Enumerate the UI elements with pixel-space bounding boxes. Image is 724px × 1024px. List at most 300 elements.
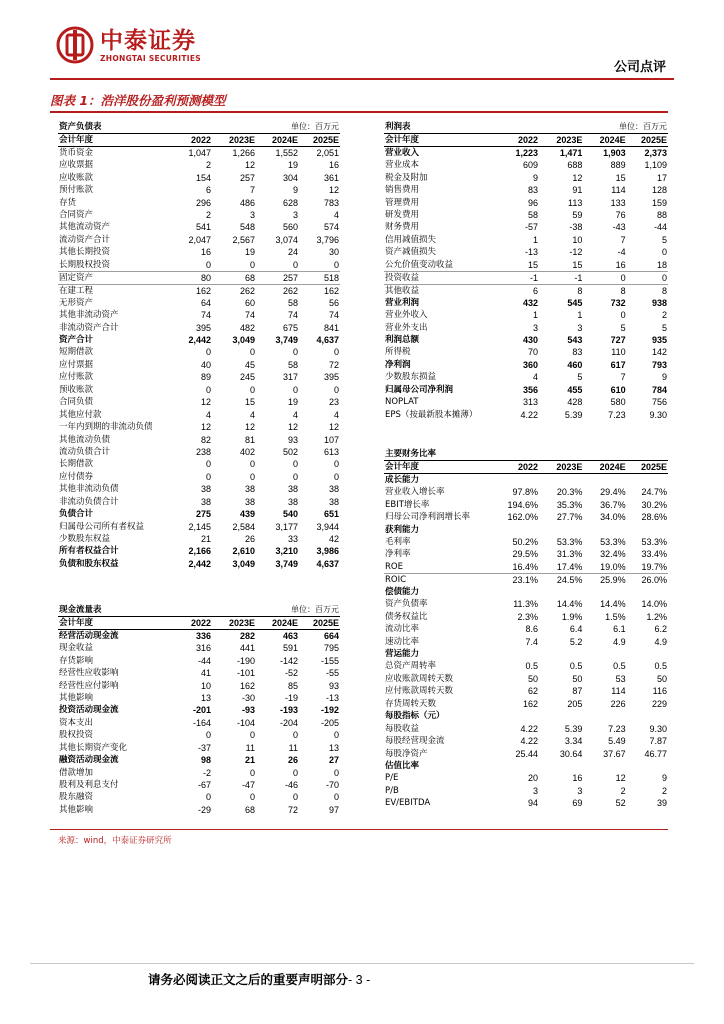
table-title: 主要财务比率 [384,448,668,461]
row-label: 非流动资产合计 [59,322,119,333]
cell-value: 70 [528,347,539,358]
cell-value: 20.3% [556,487,583,498]
cell-value: 50.2% [512,536,539,547]
cell-value: 12 [615,773,626,784]
cell-value: 543 [567,335,583,346]
table-row [384,159,668,171]
row-label: 总资产周转率 [385,661,437,672]
table-row [384,359,668,371]
table-row [58,246,340,258]
cell-value: 7 [620,234,626,245]
cell-value: 0 [206,730,212,741]
cell-value: 0 [293,384,299,395]
cell-value: 36.7% [600,499,626,510]
cell-value: -44 [198,655,212,666]
cell-value: 85 [288,680,299,691]
row-label: 预收账款 [59,384,94,395]
row-label: 预付账款 [59,185,94,196]
table-row [58,196,340,208]
cell-value: 441 [239,643,256,654]
row-label: 应付账款周转天数 [385,686,454,697]
cell-value: 97.8% [512,487,539,498]
table-row [384,334,668,346]
cell-value: 25.9% [583,573,626,586]
cell-value: 16.4% [512,561,539,572]
cell-value: 37.67 [603,748,626,759]
cell-value [627,474,668,487]
cell-value [627,760,668,772]
cell-value: 50 [528,673,539,684]
table-unit: 单位：百万元 [539,121,668,134]
table-row [58,729,340,741]
cell-value: 439 [239,509,256,520]
cell-value: 8 [627,284,668,297]
row-label: 每股经营现金流 [385,736,445,747]
cell-value: 0 [334,471,340,482]
cell-value [539,710,583,722]
cell-value: 2,145 [188,521,212,532]
cell-value: 133 [610,197,626,208]
cell-value: 88 [656,209,667,220]
table-row [58,545,340,557]
cell-value: 4 [206,409,212,420]
table-row [58,234,340,246]
row-label: 负债合计 [59,509,94,520]
row-label: 流动资产合计 [59,234,111,245]
row-label: ROE [385,561,403,572]
cell-value: 1,109 [644,160,667,171]
cell-value: 1,223 [515,148,539,158]
column-header: 2025E [299,617,340,630]
cell-value: 0.5 [525,661,539,672]
row-label: 资产减值损失 [385,247,437,258]
cell-value: 56 [329,297,340,308]
cell-value: 12 [201,397,212,408]
cell-value: 33 [288,534,299,545]
cell-value: 313 [523,397,539,408]
cell-value: -37 [198,742,212,753]
table-row [58,159,340,171]
cell-value: 0 [627,271,668,284]
cell-value [539,760,583,772]
column-header: 2022 [497,461,539,474]
row-label: 存货 [59,197,77,208]
cell-value: 35.3% [556,499,583,510]
cell-value: 0 [620,310,626,321]
cell-value: 94 [528,798,539,809]
cell-value: 2 [206,209,212,220]
cell-value: 26.0% [627,573,668,586]
table-row [58,533,340,545]
zhongtai-logo-icon [56,26,94,64]
cell-value [583,760,626,772]
cell-value: 3,944 [316,521,340,532]
table-row [384,673,668,685]
table-row [58,742,340,754]
cell-value: -19 [285,692,299,703]
row-label: 投资收益 [384,271,497,284]
table-row [384,346,668,358]
table-row [58,408,340,420]
cell-value [627,648,668,660]
cell-value: 60 [245,297,256,308]
row-label: 税金及附加 [385,172,428,183]
table-row [384,548,668,560]
cell-value: 841 [324,322,340,333]
cell-value: 0 [334,730,340,741]
cell-value: 107 [324,434,340,445]
row-label: 速动比率 [385,636,420,647]
cell-value: 162 [523,698,539,709]
cell-value: 12 [201,422,212,433]
cell-value: 4.9 [613,636,626,647]
row-label: 信用减值损失 [385,234,437,245]
cell-value: 72 [288,804,299,815]
table-row [58,209,340,221]
cell-value: 3,749 [275,558,299,569]
cell-value: 316 [195,643,212,654]
row-label: 经营性应收影响 [59,668,119,679]
cell-value: 42 [329,534,340,545]
cell-value: 226 [610,698,626,709]
cell-value: 889 [610,160,626,171]
cell-value: 5.49 [608,736,626,747]
cell-value: 87 [572,686,583,697]
cell-value: 4,637 [316,558,340,569]
row-label: EV/EBITDA [385,798,431,809]
table-row [58,642,340,654]
row-label: 其他非流动资产 [59,310,119,321]
table-row [384,698,668,710]
row-label: 每股收益 [385,723,420,734]
cell-value: 7 [620,372,626,383]
cell-value: 9 [661,372,667,383]
table-row [384,486,668,498]
cell-value: 0 [661,247,667,258]
cell-value: 3 [533,785,539,796]
cell-value: 72 [329,359,340,370]
row-label: 营业收入 [385,148,420,158]
cell-value: 304 [282,172,299,183]
cell-value: 3 [533,322,539,333]
cell-value: 8 [539,284,583,297]
table-row [58,384,340,396]
cell-value: 142 [651,347,667,358]
cell-value: 784 [651,384,667,395]
table-row [384,635,668,647]
cell-value: 58 [288,359,299,370]
cell-value: 795 [324,643,340,654]
cell-value: -93 [242,705,256,716]
cell-value: 0 [293,459,299,470]
table-row [58,654,340,666]
row-label: 净利率 [385,549,411,560]
cell-value: 361 [324,172,340,183]
cell-value: 5 [661,322,667,333]
row-label: 应付账款 [59,372,94,383]
row-label: 营运能力 [385,649,420,660]
cell-value: -47 [242,780,256,791]
cell-value: 0 [334,259,340,270]
cell-value: 74 [201,310,212,321]
cell-value: 15 [528,259,539,270]
table-row [384,147,668,160]
table-row [58,558,340,570]
cell-value: 74 [288,310,299,321]
cell-value: 0 [206,259,212,270]
cell-value: 23 [329,397,340,408]
cell-value: 0 [250,347,256,358]
cell-value: -52 [285,668,299,679]
row-label: 合同负债 [59,397,94,408]
table-row [384,474,668,487]
table-row [58,221,340,233]
cell-value: -190 [237,655,256,666]
cell-value: 97 [329,804,340,815]
cell-value: 0 [250,792,256,803]
row-label: 归母公司净利润增长率 [385,512,471,523]
cell-value: 675 [282,322,299,333]
cell-value: 10 [572,234,583,245]
table-row [384,246,668,258]
cell-value: 80 [170,271,212,284]
cell-value: 27.7% [556,512,583,523]
table-row [384,371,668,383]
cell-value: 116 [652,686,667,697]
row-label: 货币资金 [59,148,94,158]
table-row [58,184,340,196]
cell-value: 6.2 [654,624,667,635]
cell-value: 93 [288,434,299,445]
row-label: 一年内到期的非流动负债 [59,422,153,433]
cell-value [539,523,583,535]
cell-value: 1 [533,234,539,245]
page-number: - 3 - [348,973,371,987]
cell-value: 11 [288,742,299,753]
cell-value: -29 [198,804,212,815]
cell-value: 651 [324,509,340,520]
cell-value: 541 [195,222,212,233]
cell-value: -164 [193,717,212,728]
cell-value: 548 [239,222,256,233]
cell-value: 38 [288,484,299,495]
column-header: 会计年度 [384,134,497,147]
logo-chinese-name: 中泰证券 [100,27,196,54]
cell-value: 9 [661,773,667,784]
cell-value: 59 [572,209,583,220]
cell-value: 1,266 [232,148,256,158]
table-row [384,196,668,208]
cell-value: -57 [525,222,539,233]
table-row [384,184,668,196]
cell-value: 0 [293,767,299,778]
row-label: 应收账款 [59,172,94,183]
cell-value: 0 [293,347,299,358]
cell-value: 502 [282,446,299,457]
row-label: 研发费用 [385,209,420,220]
cell-value: -192 [321,705,340,716]
cell-value: 756 [651,397,667,408]
column-header: 2022 [497,134,539,147]
row-label: 融资活动现金流 [59,755,119,766]
row-label: 公允价值变动收益 [385,259,454,270]
cell-value: 3,749 [275,335,299,346]
table-header-row [384,461,668,474]
cell-value: 19.7% [641,561,667,572]
cell-value: 96 [528,197,539,208]
table-row [384,797,668,809]
cell-value: 0 [206,347,212,358]
table-row [384,561,668,574]
cell-value: 30.2% [641,499,667,510]
table-row [384,747,668,759]
cell-value: 4 [334,409,340,420]
cell-value: 938 [651,297,667,308]
cell-value: 38 [201,496,212,507]
cell-value: 58 [288,297,299,308]
cell-value: 2,567 [232,234,256,245]
cell-value: 0 [293,730,299,741]
cell-value: 610 [610,384,626,395]
cell-value: 2 [206,160,212,171]
table-row [384,498,668,510]
cell-value: 3 [293,209,299,220]
row-label: NOPLAT [385,397,419,408]
cell-value: 12 [572,172,583,183]
cell-value [497,474,539,487]
cell-value: 0 [250,459,256,470]
cell-value: 2,442 [188,335,212,346]
table-row [384,623,668,635]
row-label: 所有者权益合计 [59,546,119,557]
cell-value: 53.3% [641,536,667,547]
cell-value: 7.87 [649,736,667,747]
table-row [58,309,340,321]
table-header-row [384,134,668,147]
row-label: 经营性应付影响 [59,680,119,691]
row-label: 估值比率 [385,760,420,771]
cell-value: 2,610 [232,546,256,557]
cell-value: 154 [195,172,212,183]
cell-value: 4.9 [654,636,667,647]
row-label: 应收票据 [59,160,94,171]
cell-value: -38 [569,222,583,233]
cell-value: 356 [523,384,539,395]
cell-value: 0 [334,347,340,358]
cell-value: 19.0% [600,561,626,572]
cell-value: 21 [245,755,256,766]
cell-value: 432 [523,297,539,308]
cell-value: 360 [523,359,539,370]
cell-value: 162 [239,680,256,691]
cell-value: 0 [206,384,212,395]
cell-value: 3,049 [232,558,256,569]
row-label: 存货周转天数 [385,698,437,709]
cell-value: 2,442 [188,558,212,569]
cell-value: 0 [206,792,212,803]
row-label: 资产负债率 [385,599,428,610]
cell-value: 19 [288,160,299,171]
cell-value: 205 [567,698,583,709]
row-label: 成长能力 [385,475,420,485]
table-row [384,536,668,548]
cell-value: 3,986 [316,546,340,557]
cell-value: 4 [250,409,256,420]
cell-value: 38 [288,496,299,507]
table-row [58,804,340,816]
row-label: 营业利润 [385,297,420,308]
row-label: 股东融资 [59,792,94,803]
report-type-label: 公司点评 [613,60,666,75]
cell-value: 2,051 [316,148,340,158]
row-label: 归属母公司净利润 [385,384,454,395]
cell-value: 395 [195,322,212,333]
table-row [58,421,340,433]
cell-value: -43 [612,222,626,233]
cell-value: 53.3% [600,536,626,547]
cell-value: 24 [288,247,299,258]
table-row [384,321,668,333]
row-label: 财务费用 [385,222,420,233]
source-divider [50,829,668,830]
cell-value: 4.22 [520,723,539,734]
table-row [384,271,668,284]
cell-value: 7 [250,185,256,196]
cell-value: 20 [528,773,539,784]
cell-value [539,648,583,660]
cell-value: 16 [201,247,212,258]
cell-value: 38 [245,496,256,507]
row-label: 无形资产 [59,297,94,308]
row-label: 获利能力 [385,524,420,535]
cell-value [583,523,626,535]
cell-value: 0 [334,384,340,395]
cell-value: 19 [245,247,256,258]
table-row [384,710,668,722]
cell-value: 2,047 [188,234,212,245]
table-row [58,171,340,183]
cell-value: 114 [611,686,626,697]
cell-value: 0 [206,459,212,470]
cell-value: 3.34 [564,736,583,747]
cell-value [497,586,539,598]
cell-value: 162 [170,284,212,297]
cell-value: 24.7% [641,487,667,498]
cell-value: 0 [206,471,212,482]
row-label: 存货影响 [59,655,94,666]
table-row [58,147,340,160]
table-title: 资产负债表 [58,121,212,134]
cell-value: 2,584 [232,521,256,532]
row-label: 现金收益 [59,643,94,654]
row-label: 长期借款 [59,459,94,470]
cell-value: 257 [239,172,256,183]
cell-value: 5 [577,372,583,383]
cell-value: -67 [198,780,212,791]
cell-value: 0 [250,259,256,270]
table-row [58,433,340,445]
row-label: 固定资产 [58,271,170,284]
cell-value: 262 [212,284,256,297]
cell-value: 460 [567,359,583,370]
table-title: 利润表 [384,121,539,134]
table-row [58,346,340,358]
cell-value: 38 [201,484,212,495]
page-header [0,0,724,80]
cell-value [583,710,626,722]
cell-value: -46 [285,780,299,791]
table-row [384,772,668,784]
